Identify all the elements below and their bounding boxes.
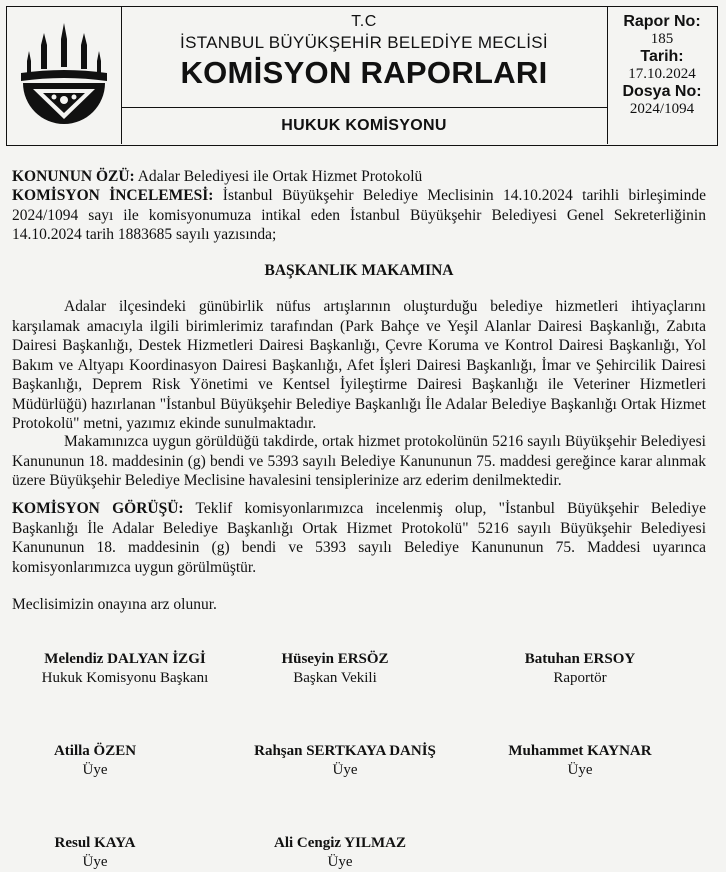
- addressee: BAŞKANLIK MAKAMINA: [264, 262, 454, 279]
- signatory-1: [20, 650, 230, 688]
- signatory-role: Üye: [327, 854, 353, 870]
- signatory-7: [20, 834, 170, 872]
- signatory-3: [480, 650, 680, 688]
- signatory-name: Batuhan ERSOY: [524, 651, 636, 667]
- tc-label: T.C: [351, 13, 377, 30]
- signatory-name: Resul KAYA: [54, 835, 136, 851]
- file-no-label: Dosya No:: [622, 83, 702, 100]
- summary-label: KONUNUN ÖZÜ:: [12, 168, 135, 185]
- ibb-logo-icon: [19, 21, 109, 131]
- review-paragraph: [12, 186, 706, 245]
- signatory-role: Başkan Vekili: [293, 670, 377, 686]
- report-no-value: 185: [650, 31, 674, 47]
- signatory-4: [20, 742, 170, 780]
- closing-line: Meclisimizin onayına arz olunur.: [12, 596, 217, 613]
- paragraph-1: Adalar ilçesindeki günübirlik nüfus artışlarının oluşturduğu belediye hizmetleri ihtiyaçlarını karşılamak amacıyla ilgili birimlerimiz tarafından (Park Bahçe ve Yeşil Alanlar Dairesi Başkanlığı, Zabıta Dairesi Başkanlığı, Destek Hizmetleri Dairesi Başkanlığı, Çevre Koruma ve Kontrol Dairesi Başkanlığı, Yol Bakım ve Altyapı Koordinasyon Dairesi Başkanlığı, Afet İşleri Dairesi Başkanlığı, İmar ve Şehircilik Dairesi Başkanlığı, Deprem Risk Yönetimi ve Kentsel İyileştirme Dairesi Başkanlığı ile Veteriner Hizmetleri Müdürlüğü) hazırlanan "İstanbul Büyükşehir Belediye Başkanlığı İle Adalar Belediye Başkanlığı Ortak Hizmet Protokolü" metni, yazımız ekinde sunulmaktadır.: [12, 298, 706, 432]
- signatory-role: Üye: [332, 762, 358, 778]
- opinion-paragraph: [12, 499, 706, 577]
- summary-text: Adalar Belediyesi ile Ortak Hizmet Protokolü: [134, 168, 423, 185]
- report-no-label: Rapor No:: [623, 13, 701, 30]
- summary-line: [12, 167, 706, 187]
- review-text: İstanbul Büyükşehir Belediye Meclisinin 14.10.2024 tarihli birleşiminde 2024/1094 sayı ile komisyonumuza intikal eden İstanbul Büyükşehir Belediyesi Genel Sekreterliğinin 14.10.2024 tarih 1883685 sayılı yazısında;: [12, 187, 706, 243]
- signatory-role: Üye: [82, 854, 108, 870]
- meta-cell: [607, 7, 717, 144]
- signatory-role: Üye: [82, 762, 108, 778]
- date-label: Tarih:: [640, 48, 684, 65]
- signatory-name: Ali Cengiz YILMAZ: [274, 835, 406, 851]
- page-title: KOMİSYON RAPORLARI: [180, 55, 548, 90]
- signatory-role: Hukuk Komisyonu Başkanı: [41, 670, 209, 686]
- signatory-name: Melendiz DALYAN İZGİ: [44, 651, 206, 667]
- title-cell: [121, 7, 608, 144]
- signatory-name: Atilla ÖZEN: [53, 743, 137, 759]
- file-no-value: 2024/1094: [629, 101, 695, 117]
- opinion-label: KOMİSYON GÖRÜŞÜ:: [12, 500, 184, 517]
- review-label: KOMİSYON İNCELEMESİ:: [12, 187, 214, 204]
- signatory-name: Muhammet KAYNAR: [508, 743, 652, 759]
- signatory-8: [230, 834, 450, 872]
- opinion-text: Teklif komisyonlarımızca incelenmiş olup, "İstanbul Büyükşehir Belediye Başkanlığı İle Adalar Belediye Başkanlığı Ortak Hizmet Protokolü" 5216 sayılı Büyükşehir Belediyesi Kanununun 18. maddesinin (g) bendi ve 5393 sayılı Belediye Kanununun 75. Maddesi uyarınca komisyonlarımızca uygun görülmüştür.: [12, 500, 706, 576]
- logo-cell: [7, 7, 122, 144]
- commission-name: HUKUK KOMİSYONU: [281, 117, 447, 134]
- signatory-role: Üye: [567, 762, 593, 778]
- paragraph-2: Makamınızca uygun görüldüğü takdirde, ortak hizmet protokolünün 5216 sayılı Büyükşehir Belediyesi Kanununun 18. maddesinin (g) bendi ve 5393 sayılı Belediye Kanununun 75. maddesi gereğince karar alınmak üzere Büyükşehir Belediye Meclisine havalesini tensiplerinize arz ederim denilmektedir.: [12, 433, 706, 489]
- signatory-6: [480, 742, 680, 780]
- signatory-name: Hüseyin ERSÖZ: [281, 651, 389, 667]
- council-name: İSTANBUL BÜYÜKŞEHİR BELEDİYE MECLİSİ: [180, 33, 548, 52]
- signatory-name: Rahşan SERTKAYA DANİŞ: [254, 743, 436, 759]
- report-header: [6, 6, 718, 146]
- signatory-2: [240, 650, 430, 688]
- date-value: 17.10.2024: [628, 66, 696, 82]
- signatory-5: [225, 742, 465, 780]
- title-block: [121, 7, 607, 108]
- signatory-role: Raportör: [553, 670, 607, 686]
